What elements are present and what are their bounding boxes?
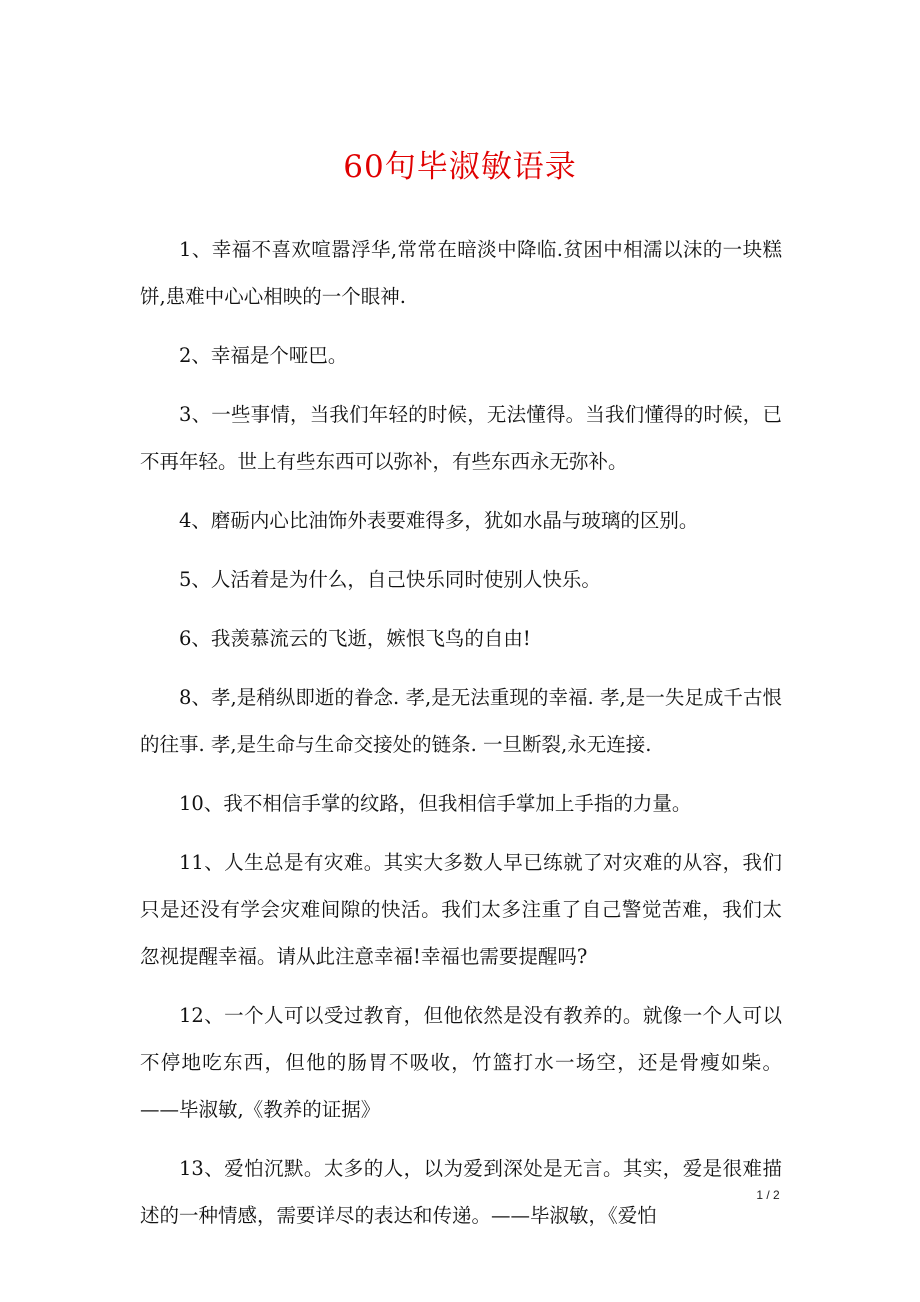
quote-paragraph-5: 5、人活着是为什么，自己快乐同时使别人快乐。 xyxy=(179,568,601,591)
quote-paragraph-12: 12、一个人可以受过教育，但他依然是没有教养的。就像一个人可以不停地吃东西，但他的肠胃不吸收，竹篮打水一场空，还是骨瘦如柴。——毕淑敏,《教养的证据》 xyxy=(140,1004,782,1121)
document-body xyxy=(140,226,782,1251)
quote-paragraph-8: 8、孝,是稍纵即逝的眷念. 孝,是无法重现的幸福. 孝,是一失足成千古恨的往事. 孝,是生命与生命交接处的链条. 一旦断裂,永无连接. xyxy=(140,686,782,756)
quote-paragraph-10: 10、我不相信手掌的纹路，但我相信手掌加上手指的力量。 xyxy=(179,792,692,815)
quote-paragraph-2: 2、幸福是个哑巴。 xyxy=(179,344,348,367)
quote-paragraph-6: 6、我羡慕流云的飞逝，嫉恨飞鸟的自由! xyxy=(179,627,531,650)
page-number: 1 / 2 xyxy=(756,1188,780,1202)
quote-paragraph-4: 4、磨砺内心比油饰外表要难得多，犹如水晶与玻璃的区别。 xyxy=(179,509,699,532)
page-title: 60句毕淑敏语录 xyxy=(343,149,577,185)
quote-paragraph-3: 3、一些事情，当我们年轻的时候，无法懂得。当我们懂得的时候，已不再年轻。世上有些东西可以弥补，有些东西永无弥补。 xyxy=(140,403,782,473)
quote-paragraph-11: 11、人生总是有灾难。其实大多数人早已练就了对灾难的从容，我们只是还没有学会灾难间隙的快活。我们太多注重了自己警觉苦难，我们太忽视提醒幸福。请从此注意幸福!幸福也需要提醒吗? xyxy=(140,851,782,968)
quote-paragraph-13: 13、爱怕沉默。太多的人，以为爱到深处是无言。其实，爱是很难描述的一种情感，需要详尽的表达和传递。——毕淑敏，《爱怕 xyxy=(140,1157,782,1227)
quote-paragraph-1: 1、幸福不喜欢喧嚣浮华,常常在暗淡中降临.贫困中相濡以沫的一块糕饼,患难中心心相映的一个眼神. xyxy=(140,238,782,308)
